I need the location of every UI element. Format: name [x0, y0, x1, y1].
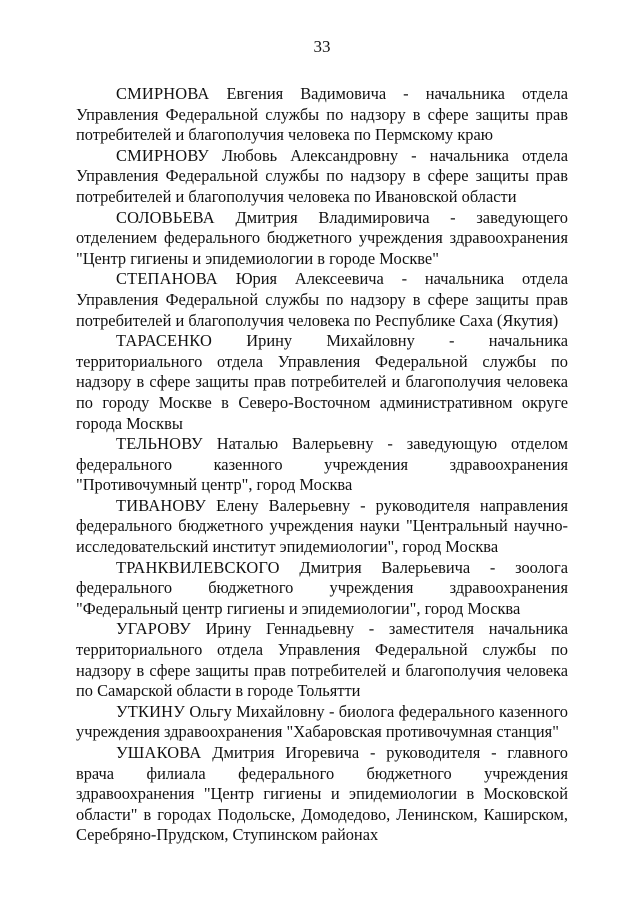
- award-entry: [76, 331, 568, 434]
- entry-surname: ТРАНКВИЛЕВСКОГО: [116, 557, 280, 577]
- entry-text: Наталью Валерьевну - заведующую отделом федерального казенного учреждения здравоохранения "Противочумный центр", город Москва: [76, 434, 568, 495]
- entry-text: Дмитрия Валерьевича - зоолога федерального бюджетного учреждения здравоохранения "Федеральный центр гигиены и эпидемиологии", город Москва: [76, 557, 568, 618]
- entry-surname: СМИРНОВА: [116, 84, 210, 103]
- entry-text: Евгения Вадимовича - начальника отдела Управления Федеральной службы по надзору в сфере защиты прав потребителей и благополучия человека по Пермскому краю: [76, 84, 568, 145]
- entry-surname: ТАРАСЕНКО: [116, 331, 213, 351]
- entry-surname: ТЕЛЬНОВУ: [116, 434, 203, 454]
- entry-text: Ирину Михайловну - начальника территориального отдела Управления Федеральной службы по надзору в сфере защиты прав потребителей и благополучия человека по городу Москве в Северо-Восточном административном округе города Москвы: [76, 331, 568, 433]
- entry-text: Елену Валерьевну - руководителя направления федерального бюджетного учреждения науки "Центральный научно-исследовательский институт эпидемиологии", город Москва: [76, 495, 568, 557]
- award-entry: [76, 496, 568, 558]
- award-entry: [76, 619, 568, 701]
- entry-text: Дмитрия Владимировича - заведующего отделением федерального бюджетного учреждения здравоохранения "Центр гигиены и эпидемиологии в городе Москве": [76, 207, 568, 268]
- award-entry: [76, 743, 568, 846]
- award-entry: [76, 558, 568, 620]
- entry-surname: СОЛОВЬЕВА: [116, 207, 215, 227]
- entry-text: Дмитрия Игоревича - руководителя - главного врача филиала федерального бюджетного учреждения здравоохранения "Центр гигиены и эпидемиологии в Московской области" в городах Подольске, Домодедово, Ленинском, Каширском, Серебряно-Прудском, Ступинском районах: [76, 743, 568, 845]
- award-entry: [76, 208, 568, 270]
- entry-text: Любовь Александровну - начальника отдела Управления Федеральной службы по надзору в сфере защиты прав потребителей и благополучия человека по Ивановской области: [76, 145, 568, 206]
- award-entry: [76, 269, 568, 331]
- entry-surname: СТЕПАНОВА: [116, 269, 218, 289]
- award-entry: [76, 146, 568, 208]
- award-entry: [76, 702, 568, 743]
- entry-text: Юрия Алексеевича - начальника отдела Управления Федеральной службы по надзору в сфере защиты прав потребителей и благополучия человека по Республике Саха (Якутия): [76, 269, 568, 330]
- award-entry: [76, 84, 568, 146]
- entry-surname: УТКИНУ: [116, 701, 186, 721]
- entry-surname: УШАКОВА: [116, 743, 202, 762]
- entry-text: Ольгу Михайловну - биолога федерального казенного учреждения здравоохранения "Хабаровская противочумная станция": [76, 701, 568, 742]
- entry-text: Ирину Геннадьевну - заместителя начальника территориального отдела Управления Федеральной службы по надзору в сфере защиты прав потребителей и благополучия человека по Самарской области в городе Тольятти: [76, 619, 568, 701]
- award-entry: [76, 434, 568, 496]
- page-number: 33: [313, 37, 331, 56]
- entry-surname: ТИВАНОВУ: [116, 495, 207, 515]
- entry-surname: СМИРНОВУ: [116, 145, 209, 165]
- entry-surname: УГАРОВУ: [116, 619, 191, 639]
- award-list: [76, 84, 568, 846]
